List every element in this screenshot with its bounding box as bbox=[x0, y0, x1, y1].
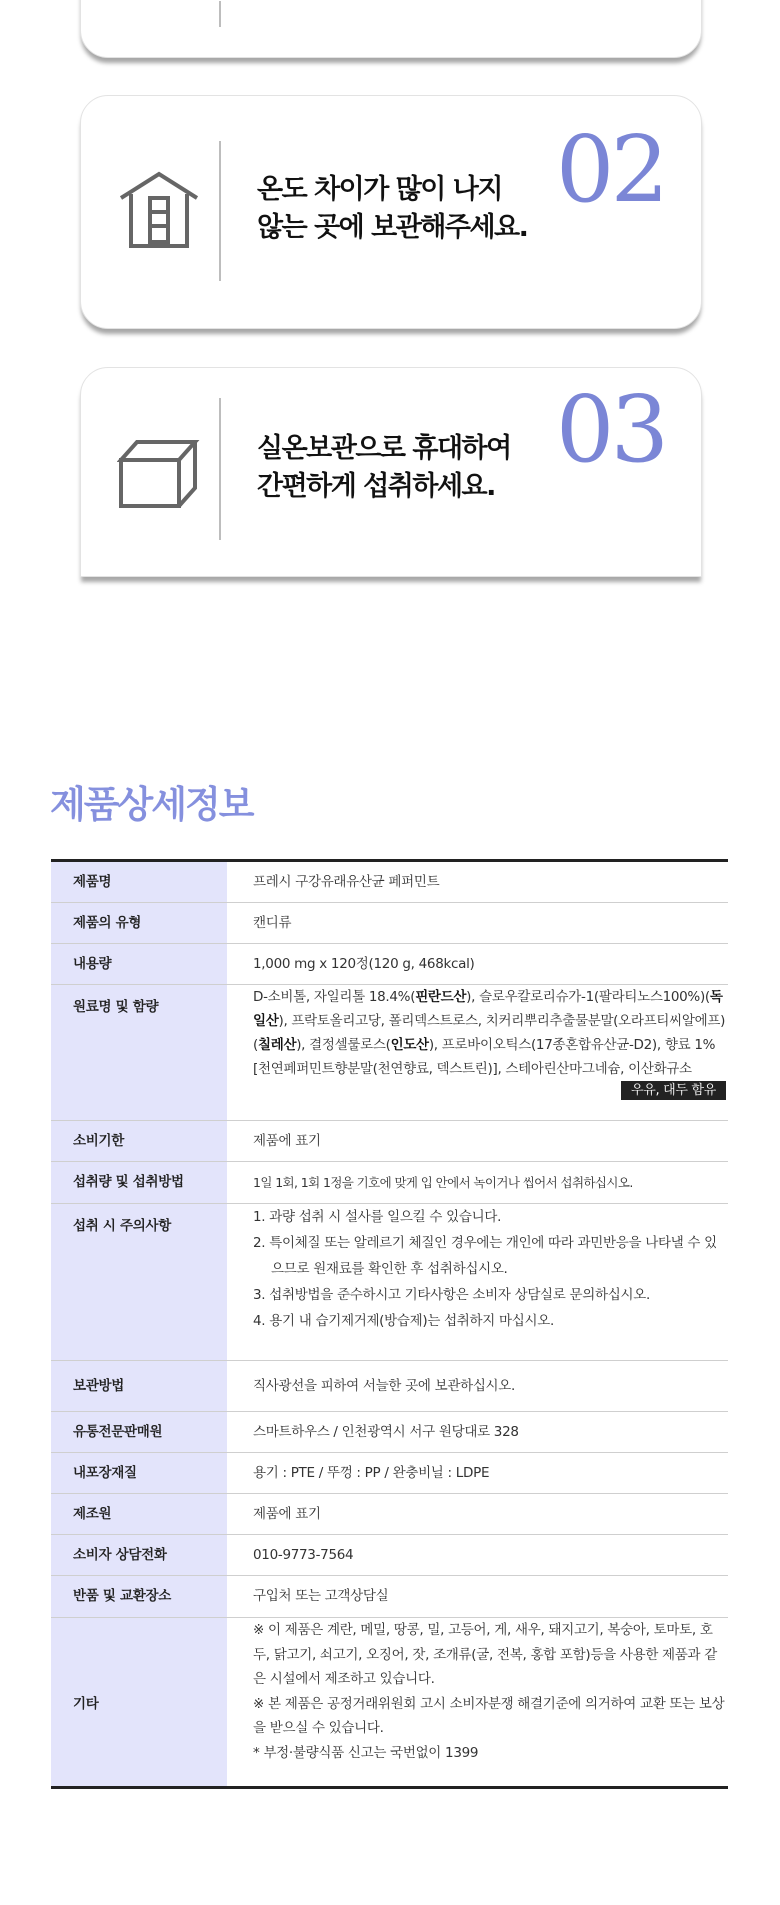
table-row bbox=[51, 1361, 728, 1412]
info-card-02 bbox=[80, 95, 702, 329]
row-value: 1일 1회, 1회 1정을 기호에 맞게 입 안에서 녹이거나 씹어서 섭취하십시오. bbox=[227, 1162, 728, 1204]
row-label: 유통전문판매원 bbox=[51, 1412, 227, 1453]
caution-list bbox=[227, 1204, 728, 1361]
caution-item: 2. 특이체질 또는 알레르기 체질인 경우에는 개인에 따라 과민반응을 나타낼 수 있으므로 원재료를 확인한 후 섭취하십시오. bbox=[253, 1235, 717, 1277]
row-value: 캔디류 bbox=[227, 903, 728, 944]
row-value: 제품에 표기 bbox=[227, 1494, 728, 1535]
table-row bbox=[51, 1576, 728, 1618]
row-label: 반품 및 교환장소 bbox=[51, 1576, 227, 1618]
caution-item: 3. 섭취방법을 준수하시고 기타사항은 소비자 상담실로 문의하십시오. bbox=[253, 1287, 650, 1303]
row-label: 소비기한 bbox=[51, 1121, 227, 1162]
table-row bbox=[51, 1121, 728, 1162]
product-spec-table bbox=[51, 859, 728, 1789]
table-row bbox=[51, 1412, 728, 1453]
row-label: 섭취 시 주의사항 bbox=[51, 1204, 227, 1361]
table-row bbox=[51, 903, 728, 944]
etc-note: ※ 본 제품은 공정거래위원회 고시 소비자분쟁 해결기준에 의거하여 교환 또는 보상을 받으실 수 있습니다. bbox=[253, 1695, 725, 1736]
row-value: 제품에 표기 bbox=[227, 1121, 728, 1162]
card-divider bbox=[219, 141, 221, 281]
row-value: 1,000 mg x 120정(120 g, 468kcal) bbox=[227, 944, 728, 985]
table-row bbox=[51, 944, 728, 985]
table-row bbox=[51, 1453, 728, 1494]
section-title: 제품상세정보 bbox=[50, 783, 253, 826]
table-row bbox=[51, 861, 728, 903]
table-row bbox=[51, 1204, 728, 1361]
table-row bbox=[51, 1535, 728, 1576]
allergen-badge: 우유, 대두 함유 bbox=[621, 1081, 726, 1100]
card-text: 온도 차이가 많이 나지 않는 곳에 보관해주세요. bbox=[257, 174, 528, 243]
etc-notes bbox=[227, 1618, 728, 1788]
caution-item: 1. 과량 섭취 시 설사를 일으킬 수 있습니다. bbox=[253, 1209, 502, 1225]
table-row bbox=[51, 1494, 728, 1535]
table-row bbox=[51, 985, 728, 1121]
card-number: 03 bbox=[555, 376, 665, 483]
row-label: 제품명 bbox=[51, 861, 227, 903]
row-value: 구입처 또는 고객상담실 bbox=[227, 1576, 728, 1618]
card-divider bbox=[219, 1, 221, 27]
row-label: 소비자 상담전화 bbox=[51, 1535, 227, 1576]
row-label: 섭취량 및 섭취방법 bbox=[51, 1162, 227, 1204]
row-value: 스마트하우스 / 인천광역시 서구 원당대로 328 bbox=[227, 1412, 728, 1453]
row-label: 내포장재질 bbox=[51, 1453, 227, 1494]
ingredients-value: D-소비톨, 자일리톨 18.4%(핀란드산), 슬로우칼로리슈가-1(팔라티노스100%)(독일산), 프락토올리고당, 폴리덱스트로스, 치커리뿌리추출물분말(오라프티씨알에프)(칠레산), 결정셀룰로스(인도산), 프로바이오틱스(17종혼합유산균-D2), 향료 1%[천연페퍼민트향분말(천연향료, 덱스트린)], 스테아린산마그네슘, 이산화규소 우유, 대두 함유 bbox=[227, 985, 728, 1121]
card-number: 02 bbox=[555, 116, 665, 223]
row-label: 보관방법 bbox=[51, 1361, 227, 1412]
row-value: 용기 : PTE / 뚜껑 : PP / 완충비닐 : LDPE bbox=[227, 1453, 728, 1494]
card-divider bbox=[219, 398, 221, 540]
house-icon bbox=[117, 168, 201, 252]
row-label: 제품의 유형 bbox=[51, 903, 227, 944]
row-label: 제조원 bbox=[51, 1494, 227, 1535]
row-label: 원료명 및 함량 bbox=[51, 985, 227, 1121]
etc-note: * 부정·불량식품 신고는 국번없이 1399 bbox=[253, 1744, 479, 1761]
table-row bbox=[51, 1618, 728, 1788]
box-icon bbox=[117, 432, 201, 516]
etc-note: ※ 이 제품은 계란, 메밀, 땅콩, 밀, 고등어, 게, 새우, 돼지고기, 복숭아, 토마토, 호두, 닭고기, 쇠고기, 오징어, 잣, 조개류(굴, 전복, 홍합 포함)등을 사용한 제품과 같은 시설에서 제조하고 있습니다. bbox=[253, 1622, 718, 1687]
table-row bbox=[51, 1162, 728, 1204]
caution-item: 4. 용기 내 습기제거제(방습제)는 섭취하지 마십시오. bbox=[253, 1313, 554, 1329]
card-text: 실온보관으로 휴대하여 간편하게 섭취하세요. bbox=[257, 433, 511, 502]
info-card-01-partial bbox=[80, 0, 702, 58]
row-label: 기타 bbox=[51, 1618, 227, 1788]
row-label: 내용량 bbox=[51, 944, 227, 985]
row-value: 010-9773-7564 bbox=[227, 1535, 728, 1576]
row-value: 프레시 구강유래유산균 페퍼민트 bbox=[227, 861, 728, 903]
row-value: 직사광선을 피하여 서늘한 곳에 보관하십시오. bbox=[227, 1361, 728, 1412]
info-card-03 bbox=[80, 367, 702, 577]
